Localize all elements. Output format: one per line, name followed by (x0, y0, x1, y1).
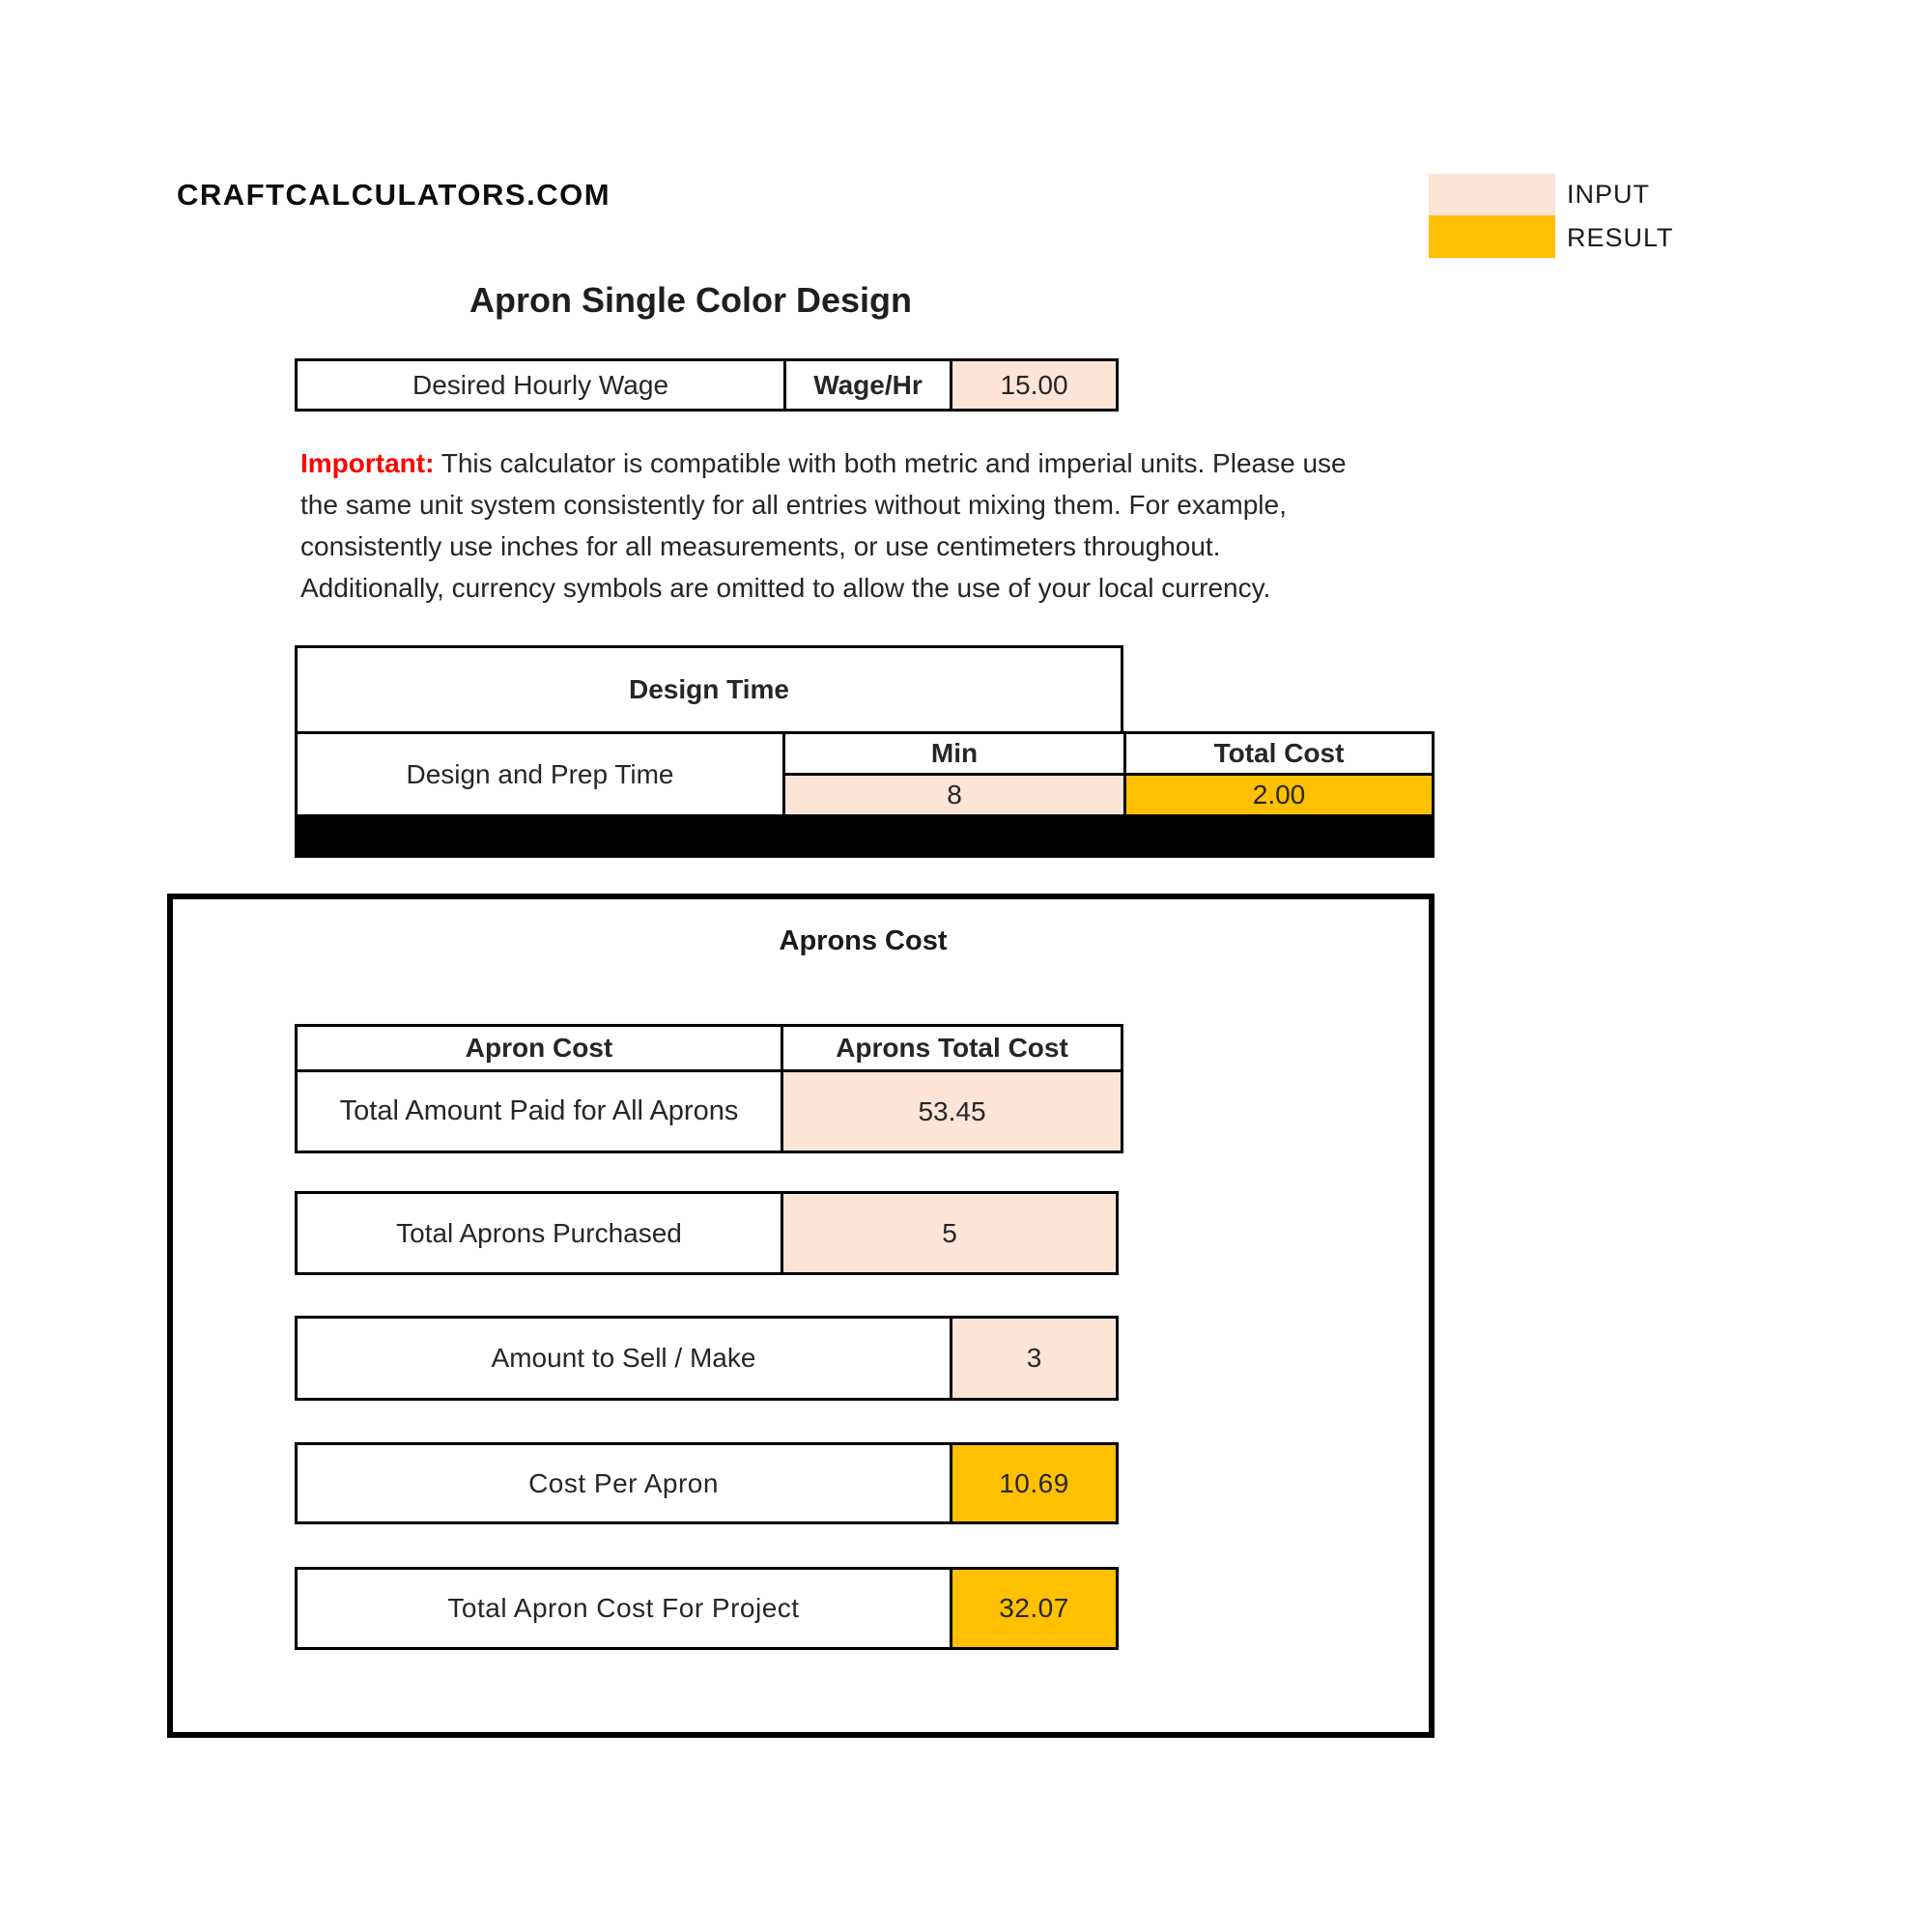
wage-per-hour-header: Wage/Hr (786, 361, 952, 409)
design-prep-time-label: Design and Prep Time (295, 731, 785, 817)
notice-line-1: Important: This calculator is compatible with both metric and imperial units. Please use (300, 448, 1347, 478)
cost-per-apron-result: 10.69 (952, 1445, 1116, 1521)
design-minutes-input[interactable]: 8 (782, 773, 1126, 817)
notice-line-4: Additionally, currency symbols are omitted to allow the use of your local currency. (300, 573, 1271, 603)
input-legend-label: INPUT (1567, 180, 1650, 209)
aprons-total-cost-header: Aprons Total Cost (836, 1033, 1068, 1063)
design-time-footer-bar (295, 814, 1435, 858)
total-aprons-purchased-input[interactable]: 5 (783, 1194, 1116, 1272)
input-color-swatch (1429, 174, 1555, 215)
design-time-header: Design Time (295, 645, 1123, 734)
min-column-header: Min (782, 731, 1126, 776)
total-amount-paid-input[interactable]: 53.45 (783, 1069, 1121, 1151)
hourly-wage-input[interactable]: 15.00 (952, 361, 1116, 409)
units-notice (300, 442, 1614, 609)
design-total-cost-result: 2.00 (1123, 773, 1435, 817)
calc-row-cost-per-apron (295, 1442, 1119, 1524)
page-title: Apron Single Color Design (469, 280, 912, 320)
apron-cost-table (295, 1024, 1123, 1153)
calc-row-amount-to-sell (295, 1316, 1119, 1401)
calc-row-total-aprons-purchased (295, 1191, 1119, 1275)
total-amount-paid-label: Total Amount Paid for All Aprons (298, 1069, 783, 1151)
result-legend-label: RESULT (1567, 223, 1674, 252)
cost-per-apron-label: Cost Per Apron (298, 1445, 952, 1521)
total-aprons-purchased-label: Total Aprons Purchased (298, 1194, 783, 1272)
amount-to-sell-label: Amount to Sell / Make (298, 1319, 952, 1398)
total-apron-cost-result: 32.07 (952, 1570, 1116, 1647)
aprons-cost-title: Aprons Cost (779, 925, 948, 956)
notice-line-3: consistently use inches for all measurements, or use centimeters throughout. (300, 531, 1221, 561)
site-logo: CRAFTCALCULATORS.COM (177, 178, 611, 212)
total-cost-column-header: Total Cost (1123, 731, 1435, 776)
amount-to-sell-input[interactable]: 3 (952, 1319, 1116, 1398)
notice-line-2: the same unit system consistently for all entries without mixing them. For example, (300, 490, 1287, 520)
result-color-swatch (1429, 215, 1555, 258)
important-label: Important: (300, 448, 435, 478)
calc-row-total-apron-cost (295, 1567, 1119, 1650)
hourly-wage-label: Desired Hourly Wage (298, 361, 786, 409)
hourly-wage-table (295, 358, 1119, 412)
total-apron-cost-label: Total Apron Cost For Project (298, 1570, 952, 1647)
apron-cost-header: Apron Cost (298, 1027, 783, 1069)
